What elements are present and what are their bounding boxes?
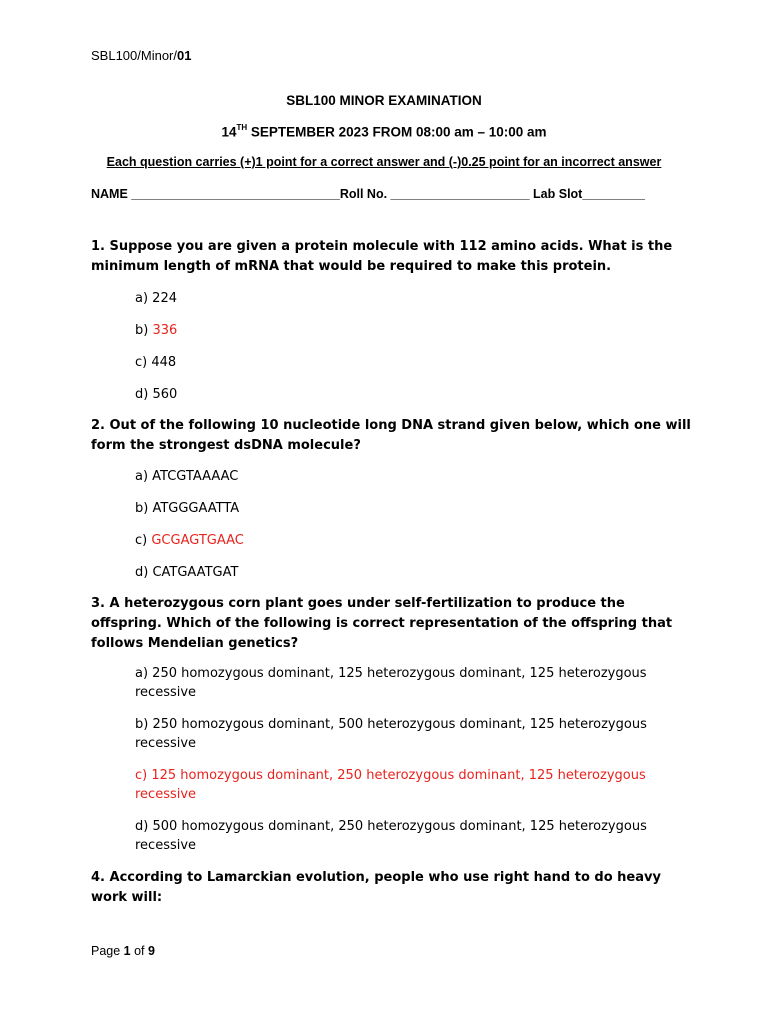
q3-option-d: d) 500 homozygous dominant, 250 heterozygous dominant, 125 heterozygous recessive [135,819,647,853]
q2-option-c-label: c) [135,533,152,548]
exam-date-day: 14 [221,124,237,140]
q3-option-c: c) 125 homozygous dominant, 250 heterozygous dominant, 125 heterozygous recessive [135,768,646,802]
q1-option-b-label: b) [135,323,153,338]
exam-title: SBL100 MINOR EXAMINATION [286,93,482,108]
q2-option-c [135,531,680,550]
q2-correct-answer: GCGAGTGAAC [151,533,244,548]
page-number-current: 1 [123,944,131,958]
page-number [91,944,155,958]
page-number-of: of [130,944,148,958]
question-2: 2. Out of the following 10 nucleotide long DNA strand given below, which one will form the strongest dsDNA molecule? [91,418,691,453]
exam-date [0,124,768,140]
q1-option-b [135,321,680,340]
student-details-line: NAME ______________________________Roll No. ____________________ Lab Slot_________ [91,187,645,201]
q1-option-d: d) 560 [135,387,178,402]
q2-option-d: d) CATGAATGAT [135,565,239,580]
question-4: 4. According to Lamarckian evolution, people who use right hand to do heavy work will: [91,870,661,905]
q3-option-b: b) 250 homozygous dominant, 500 heterozygous dominant, 125 heterozygous recessive [135,717,647,751]
q1-option-c: c) 448 [135,355,177,370]
q3-option-a: a) 250 homozygous dominant, 125 heterozygous dominant, 125 heterozygous recessive [135,666,647,700]
q1-option-a: a) 224 [135,291,177,306]
q2-option-b: b) ATGGGAATTA [135,501,240,516]
q1-correct-answer: 336 [152,323,178,338]
document-code-prefix: SBL100/Minor/ [91,48,177,63]
q2-option-a: a) ATCGTAAAAC [135,469,239,484]
exam-date-rest: SEPTEMBER 2023 FROM 08:00 am – 10:00 am [247,124,547,140]
document-code-number: 01 [177,48,192,63]
document-code [91,48,191,63]
question-3: 3. A heterozygous corn plant goes under self-fertilization to produce the offspring. Which of the following is correct representation of the offspring that follows Mendelian genetics? [91,596,673,651]
question-1: 1. Suppose you are given a protein molecule with 112 amino acids. What is the minimum length of mRNA that would be required to make this protein. [91,239,673,274]
page-number-total: 9 [148,944,155,958]
page-number-prefix: Page [91,944,124,958]
marking-rule: Each question carries (+)1 point for a correct answer and (-)0.25 point for an incorrect answer [106,155,662,169]
exam-date-suffix: TH [236,123,248,132]
